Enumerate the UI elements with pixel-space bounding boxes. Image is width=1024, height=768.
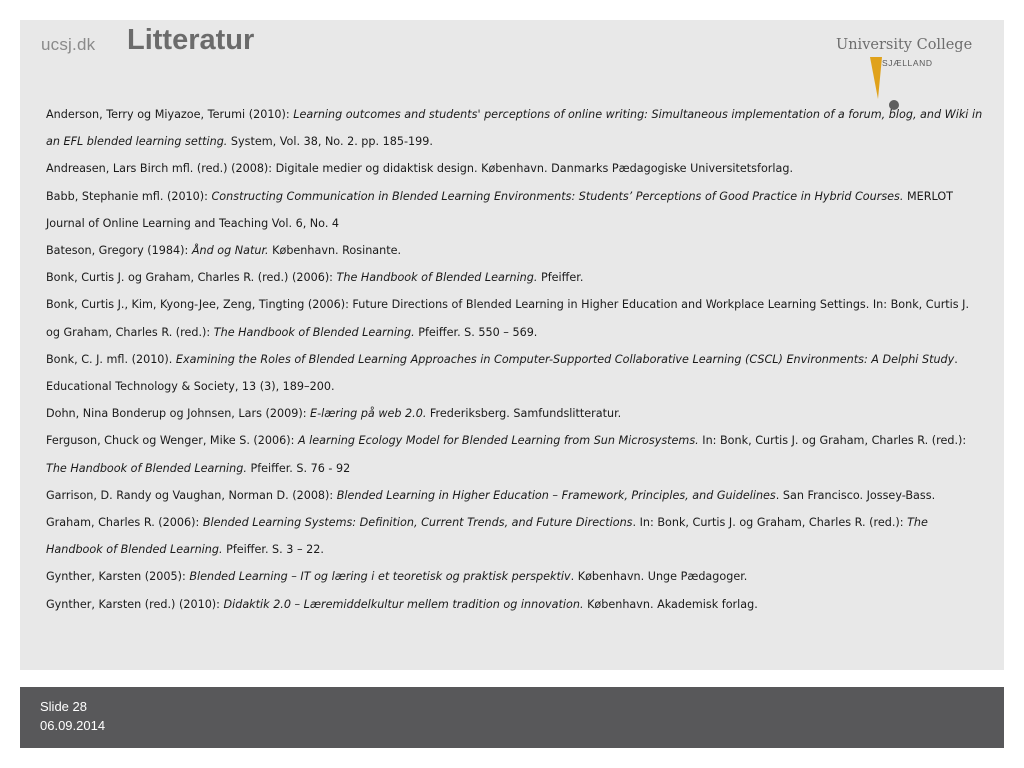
reference-item: Bonk, C. J. mfl. (2010). Examining the Roles of Blended Learning Approaches in Computer-Supported Collaborative Learning (CSCL) Environments: A Delphi Study. Educational Technology & Society, 13 (3), 189–200. [46, 352, 958, 394]
reference-item: Babb, Stephanie mfl. (2010): Constructing Communication in Blended Learning Environments: Students’ Perceptions of Good Practice in Hybrid Courses. MERLOT Journal of Online Learning and Teaching Vol. 6, No. 4 [46, 189, 953, 230]
logo-name: University College [836, 37, 973, 53]
logo-subtitle: SJÆLLAND [882, 58, 933, 68]
reference-item: Gynther, Karsten (red.) (2010): Didaktik 2.0 – Læremiddelkultur mellem tradition og innovation. København. Akademisk forlag. [46, 597, 758, 611]
reference-list [46, 101, 986, 618]
reference-item: Garrison, D. Randy og Vaughan, Norman D. (2008): Blended Learning in Higher Education – Framework, Principles, and Guidelines. San Francisco. Jossey-Bass. [46, 488, 936, 502]
page-title: Litteratur [127, 24, 255, 56]
reference-item: Anderson, Terry og Miyazoe, Terumi (2010): Learning outcomes and students' perceptions of online writing: Simultaneous implementation of a forum, blog, and Wiki in an EFL blended learning setting. System, Vol. 38, No. 2. pp. 185-199. [46, 108, 983, 149]
reference-item: Graham, Charles R. (2006): Blended Learning Systems: Definition, Current Trends, and Future Directions. In: Bonk, Curtis J. og Graham, Charles R. (red.): The Handbook of Blended Learning. Pfeiffer. S. 3 – 22. [46, 516, 928, 557]
reference-item: Ferguson, Chuck og Wenger, Mike S. (2006): A learning Ecology Model for Blended Learning from Sun Microsystems. In: Bonk, Curtis J. og Graham, Charles R. (red.): The Handbook of Blended Learning. Pfeiffer. S. 76 - 92 [46, 434, 967, 475]
slide-content [20, 20, 1004, 670]
slide-number: Slide 28 [40, 699, 87, 714]
reference-item: Bateson, Gregory (1984): Ånd og Natur. København. Rosinante. [46, 244, 402, 258]
logo-leaf-shape [870, 57, 882, 99]
reference-item: Bonk, Curtis J., Kim, Kyong-Jee, Zeng, Tingting (2006): Future Directions of Blended Learning in Higher Education and Workplace Learning Settings. In: Bonk, Curtis J. og Graham, Charles R. (red.): The Handbook of Blended Learning. Pfeiffer. S. 550 – 569. [46, 298, 970, 339]
slide-footer [20, 687, 1004, 748]
reference-item: Dohn, Nina Bonderup og Johnsen, Lars (2009): E-læring på web 2.0. Frederiksberg. Samfundslitteratur. [46, 407, 622, 421]
reference-item: Gynther, Karsten (2005): Blended Learning – IT og læring i et teoretisk og praktisk perspektiv. København. Unge Pædagoger. [46, 570, 748, 584]
slide-date: 06.09.2014 [40, 718, 106, 733]
site-url: ucsj.dk [41, 35, 96, 54]
reference-item: Andreasen, Lars Birch mfl. (red.) (2008): Digitale medier og didaktisk design. København. Danmarks Pædagogiske Universitetsforlag. [46, 162, 794, 176]
reference-item: Bonk, Curtis J. og Graham, Charles R. (red.) (2006): The Handbook of Blended Learning. Pfeiffer. [46, 271, 584, 285]
